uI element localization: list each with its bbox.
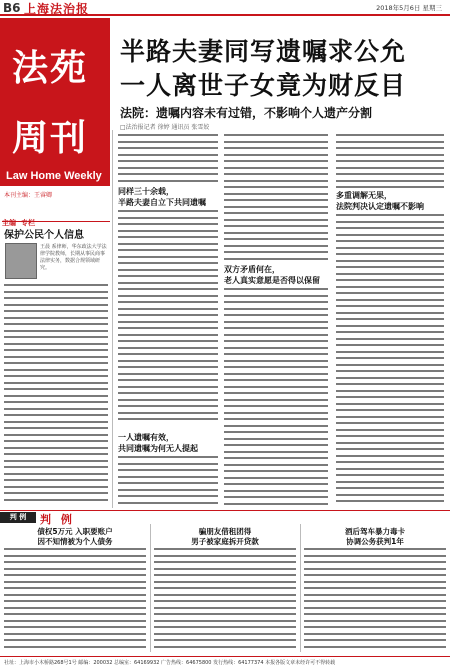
- masthead-line-2: 周刊: [12, 118, 89, 159]
- byline: □法治报记者 徐婷 通讯员 张雪姣: [120, 124, 210, 131]
- section-8-title: 共同遗嘱为何无人提起: [118, 444, 198, 453]
- case-3-body: [304, 548, 446, 652]
- article-col3-text-b: [336, 214, 444, 508]
- issue-date: 2018年5月6日 星期三: [376, 4, 442, 12]
- masthead-editor: 本刊主编：王睿卿: [4, 192, 53, 199]
- column-body-text: [4, 284, 108, 506]
- article-col1-text-b: [118, 210, 218, 428]
- masthead-english: Law Home Weekly: [6, 170, 102, 182]
- column-divider: [112, 130, 113, 508]
- masthead: [0, 18, 110, 206]
- headline-line-2: 一人离世子女竟为财反目: [120, 71, 407, 100]
- author-note: 王晨 系律师，华东政法大学法律学院教师，长期从事民商事法律实务，数据合规领域研究。: [40, 244, 107, 271]
- page-number: B6: [3, 1, 21, 15]
- headline-subtitle: 法院：遗嘱内容未有过错，不影响个人遗产分割: [120, 106, 373, 120]
- masthead-line-1: 法苑: [12, 48, 89, 89]
- column-host-label: 主编: [2, 219, 16, 227]
- section-1-title: 同样三十余载，: [118, 187, 174, 196]
- case-2-title-2: 男子被家庭拆开贷款: [191, 537, 259, 546]
- case-3-title-2: 协调公务获判1年: [346, 537, 404, 546]
- case-2-body: [154, 548, 296, 652]
- headline-line-1: 半路夫妻同写遗嘱求公允: [120, 37, 407, 66]
- column-host: [2, 210, 110, 227]
- newspaper-name: 上海法治报: [24, 2, 90, 16]
- section-9-title: 多重调解无果，: [336, 191, 392, 200]
- page-footer: [0, 656, 450, 668]
- section-10-title: 法院判决认定遗嘱不影响: [336, 202, 424, 211]
- section-band: [0, 510, 450, 526]
- band-tag: 判 例: [0, 512, 36, 523]
- section-7-title: 一人遗嘱有效，: [118, 433, 174, 442]
- section-6-title: 老人真实意愿是否得以保留: [224, 276, 320, 285]
- case-1-title-1: 债权5万元 入职要账户: [37, 527, 113, 536]
- case-divider-1: [150, 524, 151, 652]
- band-word: 判 例: [40, 513, 75, 526]
- article-col2-text-a: [224, 134, 328, 264]
- page-header: [0, 0, 450, 16]
- article-col2-text-b: [224, 288, 328, 508]
- case-divider-2: [300, 524, 301, 652]
- case-1-title-2: 因不知情被为个人债务: [37, 537, 113, 546]
- case-2-title-1: 骗朋友借租团得: [198, 527, 252, 536]
- article-col1-text-a: [118, 134, 218, 184]
- article-col3-text-a: [336, 134, 444, 190]
- column-title: 保护公民个人信息: [4, 230, 84, 241]
- masthead-editor-bar: [0, 186, 110, 206]
- article-col1-text-c: [118, 456, 218, 508]
- section-2-title: 半路夫妻自立下共同遗嘱: [118, 198, 206, 207]
- section-5-title: 双方矛盾何在，: [224, 265, 280, 274]
- author-photo: [5, 243, 37, 279]
- column-host-suffix: 专栏: [21, 219, 36, 227]
- case-1-body: [4, 548, 146, 652]
- footer-text: 社址：上海市小木桥路268号1号 邮编：200032 总编室：64169932 广告热线：64675800 发行热线：64177374 本报各版文章未经许可不得转载: [4, 660, 336, 666]
- case-3-title-1: 酒后驾车暴力毒卡: [345, 527, 405, 536]
